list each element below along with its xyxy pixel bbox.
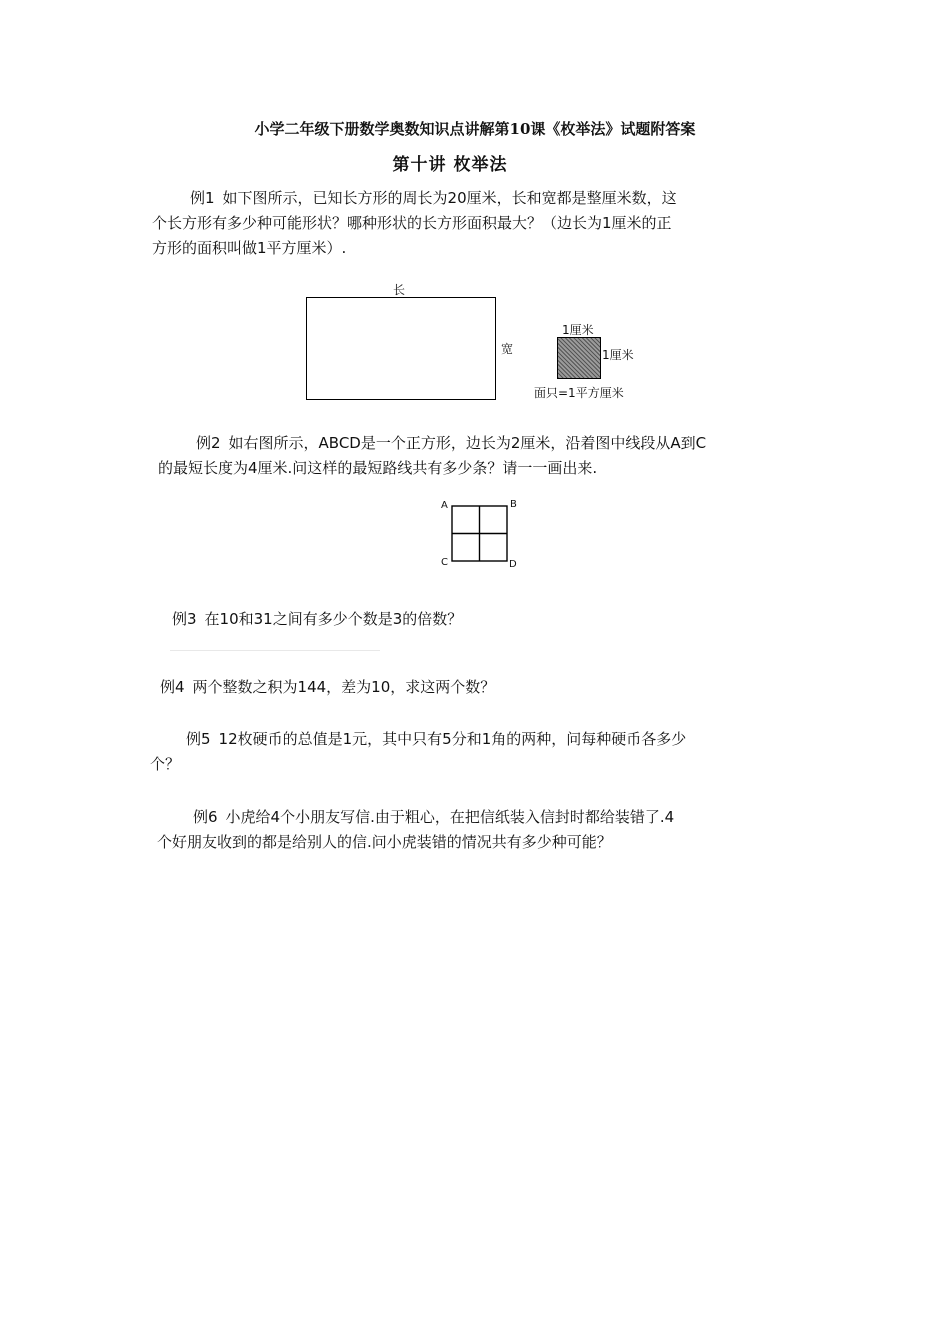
example-4-line-1: 两个整数之积为144，差为10，求这两个数？ — [192, 678, 496, 696]
grid-square-drawing — [451, 505, 509, 563]
example-3-label: 例3 — [172, 610, 197, 628]
example-6-line-1: 小虎给4个小朋友写信.由于粗心，在把信纸装入信封时都给装错了.4 — [225, 808, 675, 826]
corner-d-label: D — [509, 559, 517, 570]
example-2-label: 例2 — [196, 434, 221, 452]
example-3-line-1: 在10和31之间有多少个数是3的倍数？ — [204, 610, 463, 628]
example-6-line-2: 个好朋友收到的都是给别人的信.问小虎装错的情况共有多少种可能？ — [157, 833, 612, 851]
example-4-label: 例4 — [160, 678, 185, 696]
corner-b-label: B — [510, 499, 517, 510]
corner-c-label: C — [441, 557, 448, 568]
area-caption: 面只=1平方厘米 — [534, 386, 624, 400]
example-3 — [172, 607, 812, 632]
example-5-label: 例5 — [186, 730, 211, 748]
example-6 — [157, 805, 817, 855]
example-5 — [150, 727, 820, 777]
example-4 — [160, 675, 820, 700]
example-1-line-2: 个长方形有多少种可能形状？哪种形状的长方形面积最大？（边长为1厘米的正 — [152, 214, 672, 232]
corner-a-label: A — [441, 500, 448, 511]
lecture-title: 第十讲 枚举法 — [392, 155, 508, 175]
example-2-line-1: 如右图所示，ABCD是一个正方形，边长为2厘米，沿着图中线段从A到C — [228, 434, 707, 452]
document-title: 小学二年级下册数学奥数知识点讲解第10课《枚举法》试题附答案 — [254, 120, 696, 138]
length-label: 长 — [393, 283, 406, 297]
example-2-line-2: 的最短长度为4厘米.问这样的最短路线共有多少条？请一一画出来. — [158, 459, 598, 477]
example-1-line-1: 如下图所示，已知长方形的周长为20厘米，长和宽都是整厘米数，这 — [222, 189, 677, 207]
width-label: 宽 — [501, 342, 514, 356]
figure-square-grid — [0, 0, 950, 580]
faint-divider — [170, 650, 380, 651]
example-5-line-1: 12枚硬币的总值是1元，其中只有5分和1角的两种，问每种硬币各多少 — [218, 730, 687, 748]
example-1-label: 例1 — [190, 189, 215, 207]
example-1-line-3: 方形的面积叫做1平方厘米）. — [152, 239, 347, 257]
unit-top-label: 1厘米 — [562, 323, 594, 337]
unit-side-label: 1厘米 — [602, 348, 634, 362]
example-6-label: 例6 — [193, 808, 218, 826]
example-5-line-2: 个？ — [150, 755, 181, 773]
